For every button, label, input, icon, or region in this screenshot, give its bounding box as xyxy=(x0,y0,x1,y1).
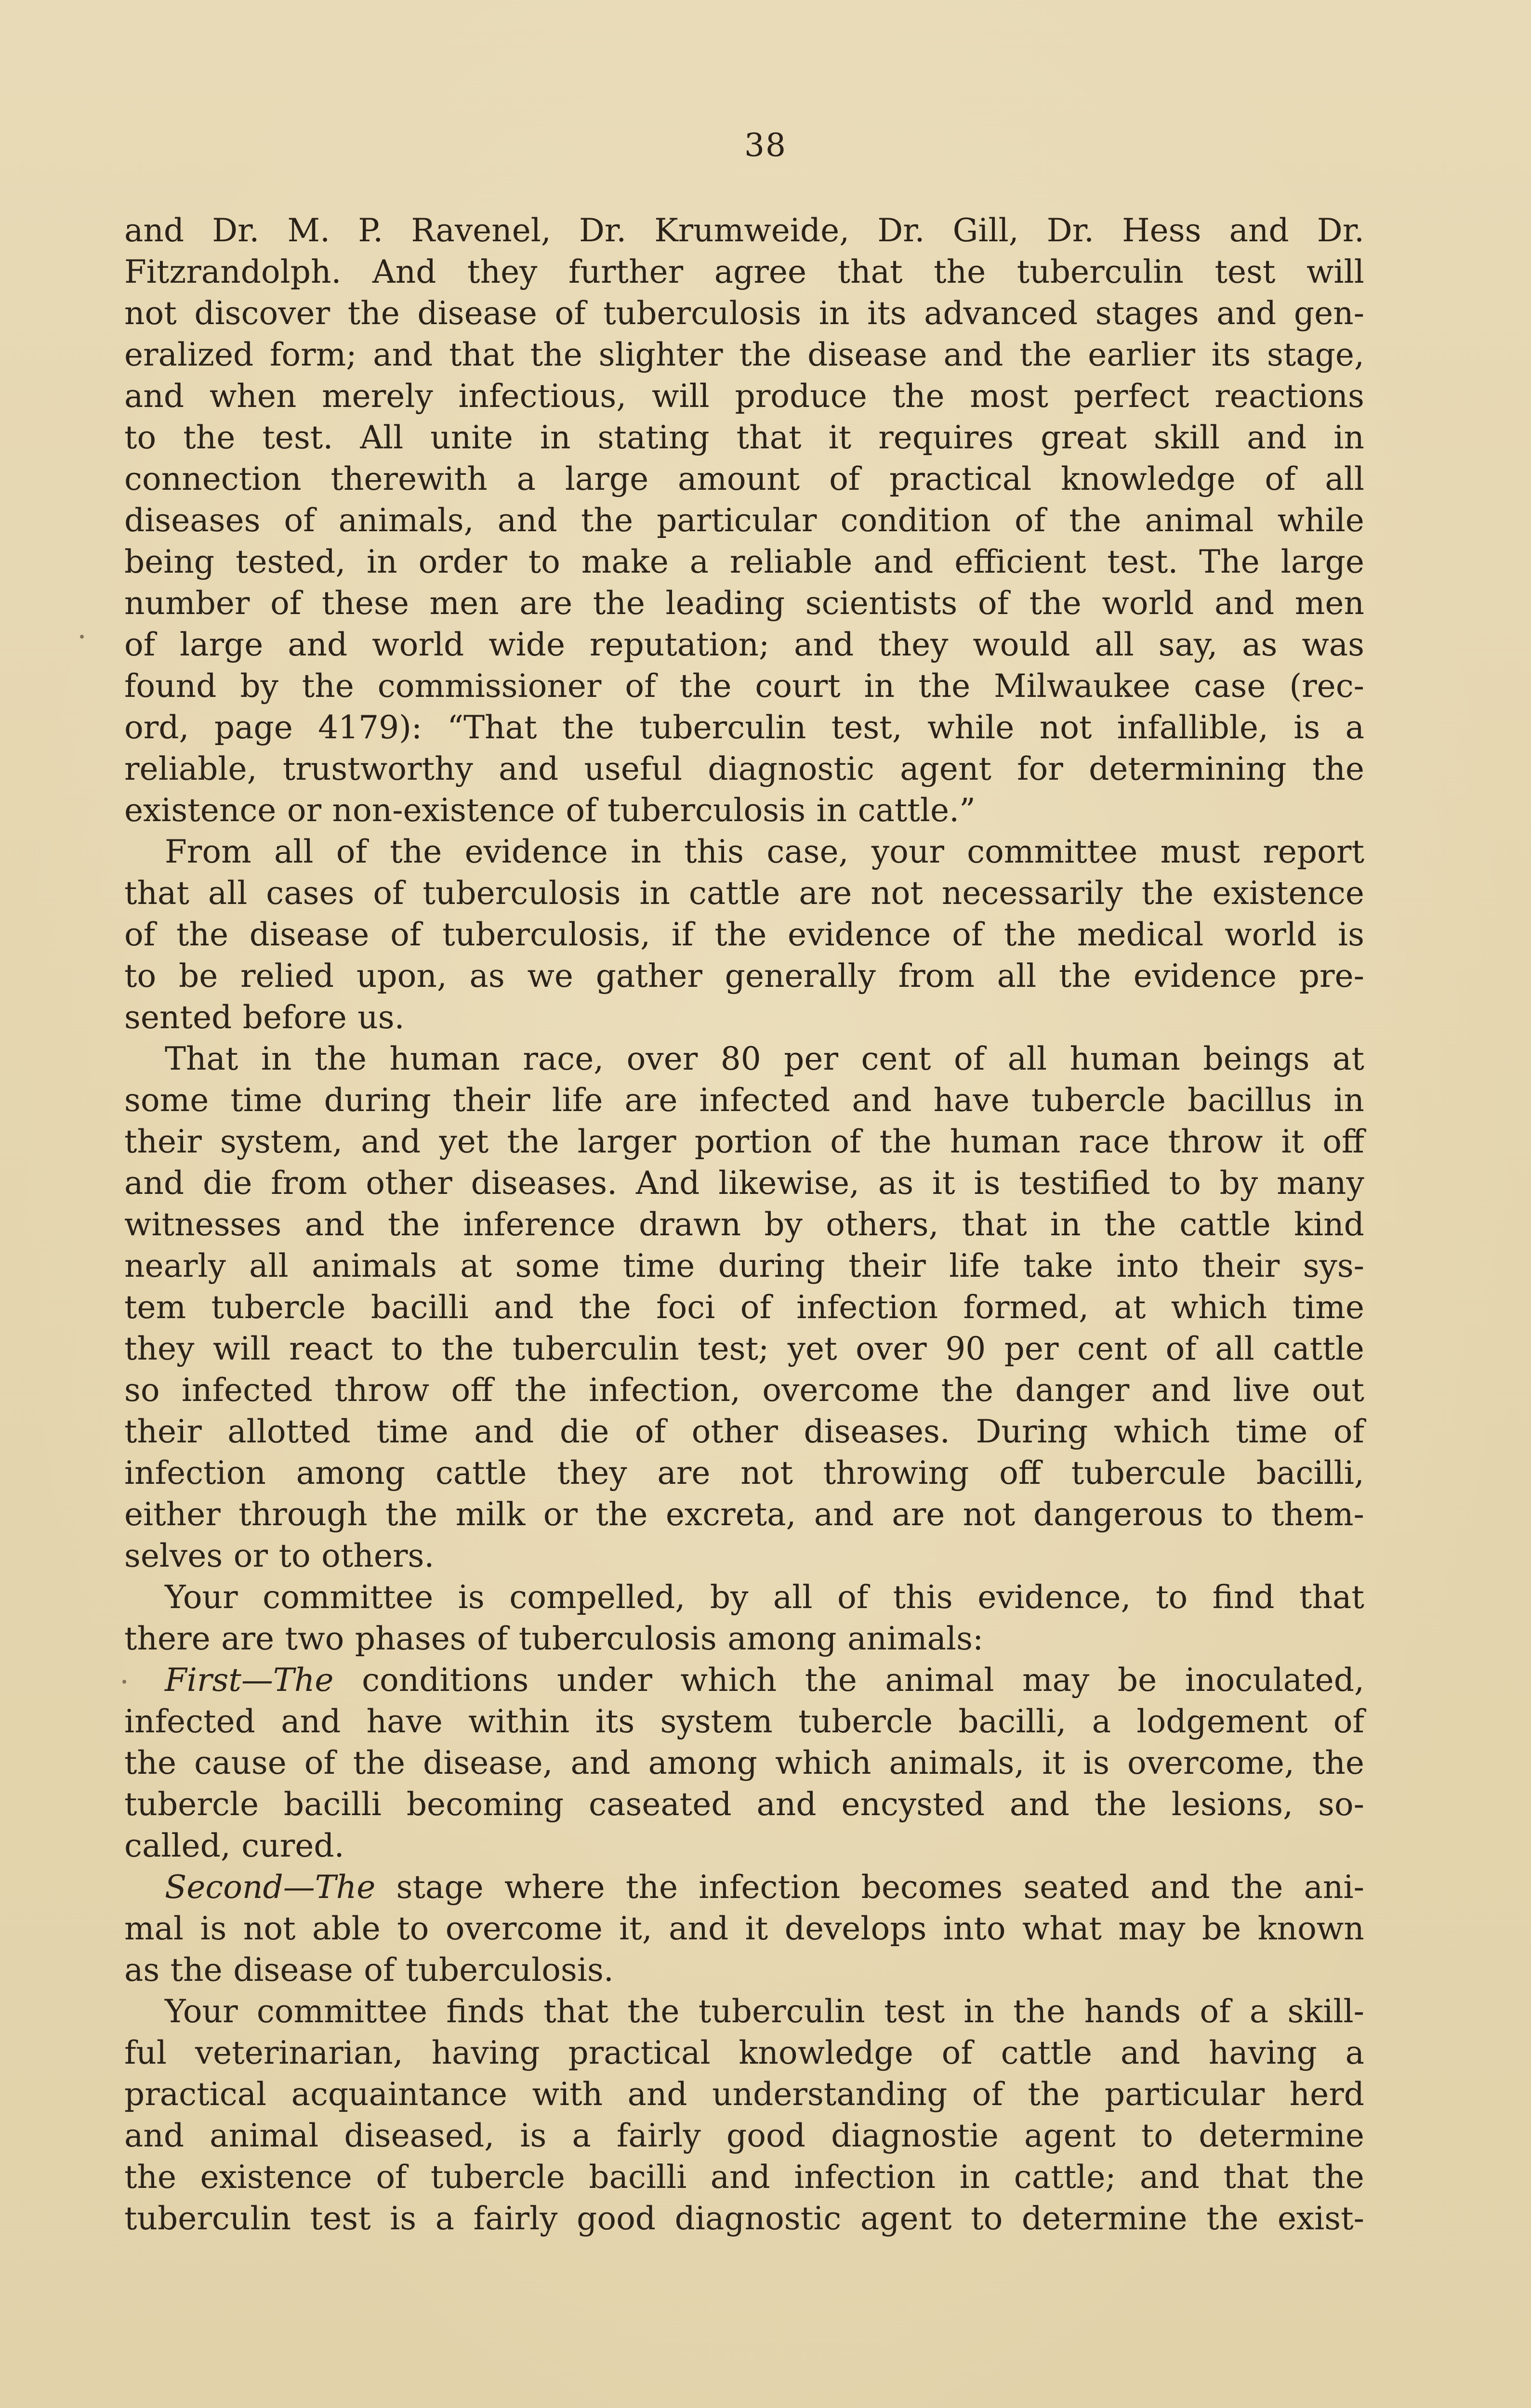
page-number: 38 xyxy=(744,127,787,164)
text-line: they will react to the tuberculin test; yet over 90 per cent of all cattle xyxy=(124,1330,1364,1367)
text-line: That in the human race, over 80 per cent of all human beings at xyxy=(165,1040,1364,1077)
text-line: found by the commissioner of the court in the Milwaukee case (rec- xyxy=(124,667,1364,705)
text-line: number of these men are the leading scientists of the world and men xyxy=(124,585,1364,622)
text-line: From all of the evidence in this case, your committee must report xyxy=(165,833,1364,870)
text-line: being tested, in order to make a reliable and efficient test. The large xyxy=(124,543,1364,580)
text-line: and Dr. M. P. Ravenel, Dr. Krumweide, Dr. Gill, Dr. Hess and Dr. xyxy=(124,212,1364,249)
text-line: infected and have within its system tubercle bacilli, a lodgement of xyxy=(124,1703,1364,1740)
text-line: infection among cattle they are not throwing off tubercule bacilli, xyxy=(124,1454,1364,1492)
text-line: connection therewith a large amount of practical knowledge of all xyxy=(124,460,1364,497)
margin-speck xyxy=(122,1680,126,1684)
text-line: and when merely infectious, will produce the most perfect reactions xyxy=(124,378,1364,415)
text-line: tuberculin test is a fairly good diagnostic agent to determine the exist- xyxy=(124,2200,1364,2237)
text-line: and die from other diseases. And likewise, as it is testified to by many xyxy=(124,1165,1364,1202)
text-line: the existence of tubercle bacilli and infection in cattle; and that the xyxy=(124,2159,1364,2196)
text-line: Second—The stage where the infection becomes seated and the ani- xyxy=(165,1869,1364,1906)
text-line: to be relied upon, as we gather generally from all the evidence pre- xyxy=(124,957,1364,995)
text-line: not discover the disease of tuberculosis in its advanced stages and gen- xyxy=(124,295,1364,332)
text-line: of large and world wide reputation; and they would all say, as was xyxy=(124,626,1364,663)
text-line: tem tubercle bacilli and the foci of infection formed, at which time xyxy=(124,1289,1364,1326)
text-line: practical acquaintance with and understanding of the particular herd xyxy=(124,2076,1364,2113)
text-line: mal is not able to overcome it, and it develops into what may be known xyxy=(124,1910,1364,1947)
text-line: selves or to others. xyxy=(124,1537,435,1574)
text-line: tubercle bacilli becoming caseated and encysted and the lesions, so- xyxy=(124,1786,1364,1823)
text-line: existence or non-existence of tuberculosis in cattle.” xyxy=(124,792,976,829)
text-line: their system, and yet the larger portion of the human race throw it off xyxy=(124,1123,1364,1160)
text-line: and animal diseased, is a fairly good diagnostie agent to determine xyxy=(124,2117,1364,2154)
text-line: First—The conditions under which the animal may be inoculated, xyxy=(165,1662,1364,1699)
text-line: ful veterinarian, having practical knowledge of cattle and having a xyxy=(124,2034,1364,2071)
text-line: that all cases of tuberculosis in cattle are not necessarily the existence xyxy=(124,875,1364,912)
text-line: Your committee finds that the tuberculin test in the hands of a skill- xyxy=(165,1993,1364,2030)
text-line: diseases of animals, and the particular condition of the animal while xyxy=(124,502,1364,539)
text-line: eralized form; and that the slighter the disease and the earlier its stage, xyxy=(124,336,1364,373)
text-line: so infected throw off the infection, overcome the danger and live out xyxy=(124,1372,1364,1409)
text-line: their allotted time and die of other diseases. During which time of xyxy=(124,1413,1364,1450)
text-line: of the disease of tuberculosis, if the evidence of the medical world is xyxy=(124,916,1364,953)
text-line: some time during their life are infected and have tubercle bacillus in xyxy=(124,1082,1364,1119)
body-text xyxy=(124,210,1364,2239)
text-line: Fitzrandolph. And they further agree that the tuberculin test will xyxy=(124,253,1364,290)
text-line: as the disease of tuberculosis. xyxy=(124,1951,614,1989)
text-line: called, cured. xyxy=(124,1827,344,1864)
text-line: there are two phases of tuberculosis among animals: xyxy=(124,1620,984,1657)
text-line: witnesses and the inference drawn by others, that in the cattle kind xyxy=(124,1206,1364,1243)
text-line: to the test. All unite in stating that it requires great skill and in xyxy=(124,419,1364,456)
text-line: nearly all animals at some time during their life take into their sys- xyxy=(124,1247,1364,1284)
text-line: the cause of the disease, and among which animals, it is overcome, the xyxy=(124,1744,1364,1781)
text-line: Your committee is compelled, by all of this evidence, to find that xyxy=(165,1579,1364,1616)
text-line: reliable, trustworthy and useful diagnostic agent for determining the xyxy=(124,750,1364,787)
text-line: sented before us. xyxy=(124,999,405,1036)
text-line: ord, page 4179): “That the tuberculin test, while not infallible, is a xyxy=(124,709,1364,746)
margin-speck xyxy=(80,635,84,639)
text-line: either through the milk or the excreta, and are not dangerous to them- xyxy=(124,1496,1364,1533)
